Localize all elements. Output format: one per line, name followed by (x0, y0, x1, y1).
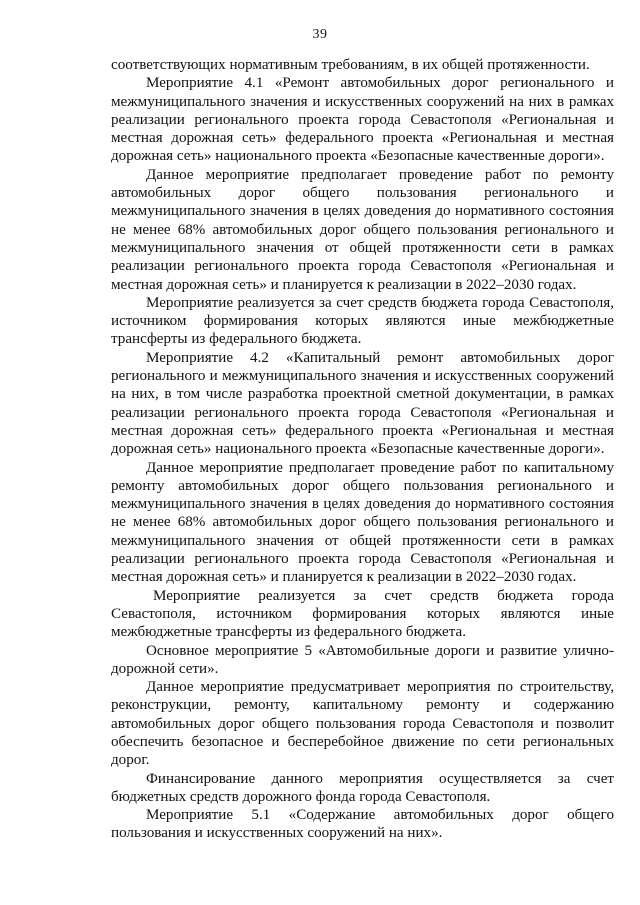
paragraph-main-measure-5: Основное мероприятие 5 «Автомобильные дороги и развитие улично-дорожной сети». (111, 642, 614, 677)
paragraph-measure-4-2-funding: Мероприятие реализуется за счет средств бюджета города Севастополя, источником формирования которых являются иные межбюджетные трансферты из федерального бюджета. (111, 587, 614, 641)
paragraph-measure-4-1: Мероприятие 4.1 «Ремонт автомобильных дорог регионального и межмуниципального значения и искусственных сооружений на них в рамках реализации регионального проекта города Севастополя «Региональная и местная дорожная сеть» федерального проекта «Региональная и местная дорожная сеть» национального проекта «Безопасные качественные дороги». (111, 75, 614, 165)
paragraph-continuation: соответствующих нормативным требованиям, в их общей протяженности. (111, 57, 590, 73)
page-number: 39 (312, 27, 328, 42)
document-body (111, 56, 614, 843)
paragraph-measure-5-1: Мероприятие 5.1 «Содержание автомобильных дорог общего пользования и искусственных сооружений на них». (111, 807, 614, 842)
paragraph-measure-4-1-description: Данное мероприятие предполагает проведение работ по ремонту автомобильных дорог общего пользования регионального и межмуниципального значения в целях доведения до нормативного состояния не менее 68% автомобильных дорог общего пользования регионального и межмуниципального значения от общей протяженности сети в рамках реализации регионального проекта города Севастополя «Региональная и местная дорожная сеть» и планируется к реализации в 2022–2030 годах. (111, 166, 614, 293)
paragraph-main-measure-5-funding: Финансирование данного мероприятия осуществляется за счет бюджетных средств дорожного фонда города Севастополя. (111, 770, 614, 805)
paragraph-main-measure-5-description: Данное мероприятие предусматривает мероприятия по строительству, реконструкции, ремонту, капитальному ремонту и содержанию автомобильных дорог общего пользования города Севастополя и позволит обеспечить безопасное и бесперебойное движение по сети региональных дорог. (111, 679, 614, 769)
paragraph-measure-4-2: Мероприятие 4.2 «Капитальный ремонт автомобильных дорог регионального и межмуниципального значения и искусственных сооружений на них, в том числе разработка проектной сметной документации, в рамках реализации регионального проекта города Севастополя «Региональная и местная дорожная сеть» федерального проекта «Региональная и местная дорожная сеть» национального проекта «Безопасные качественные дороги». (111, 349, 614, 458)
paragraph-measure-4-2-description: Данное мероприятие предполагает проведение работ по капитальному ремонту автомобильных дорог общего пользования регионального и межмуниципального значения в целях доведения до нормативного состояния не менее 68% автомобильных дорог общего пользования регионального и межмуниципального значения от общей протяженности сети в рамках реализации регионального проекта города Севастополя «Региональная и местная дорожная сеть» и планируется к реализации в 2022–2030 годах. (111, 459, 614, 586)
paragraph-measure-4-1-funding: Мероприятие реализуется за счет средств бюджета города Севастополя, источником формирования которых являются иные межбюджетные трансферты из федерального бюджета. (111, 294, 614, 348)
